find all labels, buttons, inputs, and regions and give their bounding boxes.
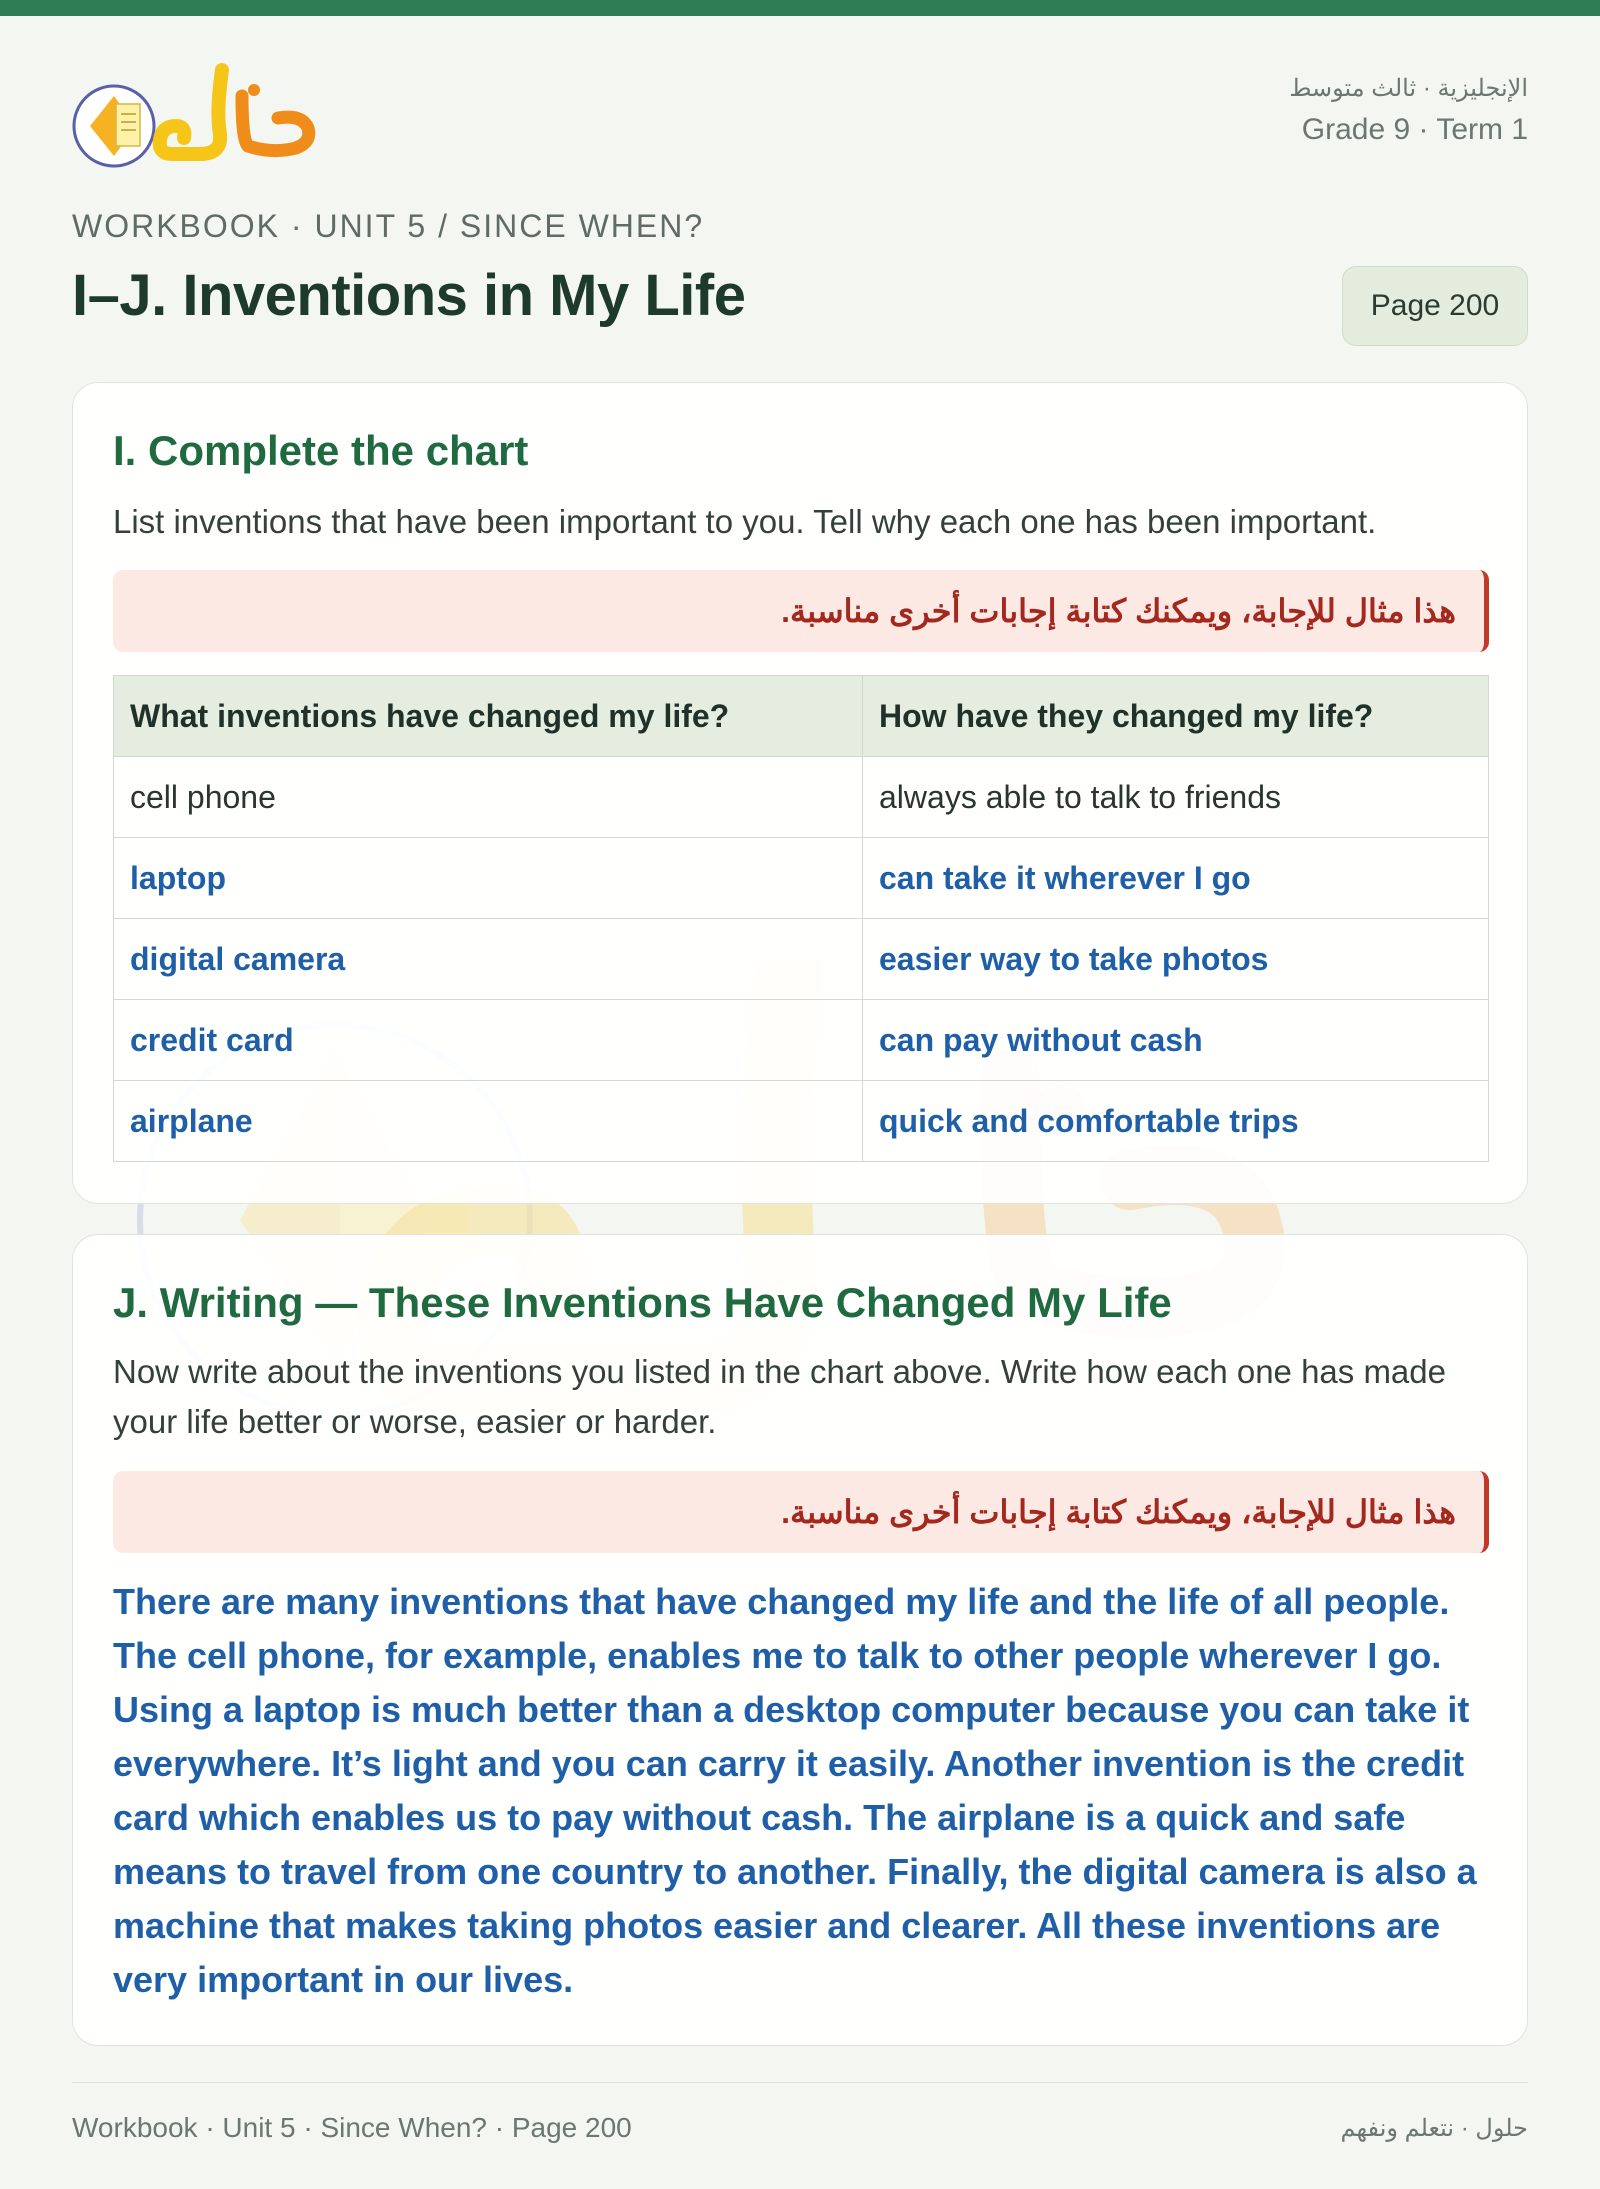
invention-cell: cell phone [114, 757, 863, 838]
table-row [114, 919, 1489, 1000]
grade-arabic: الإنجليزية · ثالث متوسط [1289, 75, 1528, 102]
logo-glyph-b [242, 96, 309, 151]
inventions-chart [113, 675, 1489, 1162]
invention-cell: laptop [114, 838, 863, 919]
footer-right-text: حلول · نتعلم ونفهم [1340, 2115, 1528, 2142]
change-cell: can pay without cash [863, 1000, 1489, 1081]
grade-english: Grade 9 · Term 1 [1301, 113, 1528, 146]
section-j-card [72, 1234, 1528, 2046]
footer-divider [72, 2082, 1528, 2083]
section-i-instruction: List inventions that have been important to you. Tell why each one has been important. [113, 503, 1377, 540]
logo-glyph-a [160, 70, 222, 154]
change-cell: quick and comfortable trips [863, 1081, 1489, 1162]
section-j-heading: J. Writing — These Inventions Have Changed My Life [113, 1279, 1172, 1326]
table-row [114, 1081, 1489, 1162]
page-header [72, 62, 1528, 172]
logo-page-icon [116, 104, 140, 146]
grade-info [1289, 74, 1528, 152]
change-cell: can take it wherever I go [863, 838, 1489, 919]
change-cell: always able to talk to friends [863, 757, 1489, 838]
invention-cell: credit card [114, 1000, 863, 1081]
model-answer-paragraph: There are many inventions that have changed my life and the life of all people. The cell phone, for example, enables me to talk to other people wherever I go. Using a laptop is much better than a desktop computer because you can take it everywhere. It’s light and you can carry it easily. Another invention is the credit card which enables us to pay without cash. The airplane is a quick and safe means to travel from one country to another. Finally, the digital camera is also a machine that makes taking photos easier and clearer. All these inventions are very important in our lives. [113, 1581, 1477, 2000]
invention-cell: digital camera [114, 919, 863, 1000]
change-cell: easier way to take photos [863, 919, 1489, 1000]
page-title: I–J. Inventions in My Life [72, 263, 746, 328]
chart-header-inventions: What inventions have changed my life? [114, 676, 863, 757]
section-i-answer-note: هذا مثال للإجابة، ويمكنك كتابة إجابات أخرى مناسبة. [113, 570, 1489, 652]
table-row [114, 757, 1489, 838]
table-row [114, 838, 1489, 919]
section-i-card [72, 382, 1528, 1204]
chart-header-row [114, 676, 1489, 757]
chart-header-changes: How have they changed my life? [863, 676, 1489, 757]
unit-kicker: WORKBOOK · UNIT 5 / SINCE WHEN? [72, 208, 705, 244]
section-i-heading: I. Complete the chart [113, 427, 529, 474]
hulul-logo[interactable] [72, 62, 342, 172]
page-badge: Page 200 [1342, 266, 1528, 346]
top-accent-bar [0, 0, 1600, 16]
table-row [114, 1000, 1489, 1081]
section-j-answer-note: هذا مثال للإجابة، ويمكنك كتابة إجابات أخرى مناسبة. [113, 1471, 1489, 1553]
invention-cell: airplane [114, 1081, 863, 1162]
footer-left-text: Workbook · Unit 5 · Since When? · Page 200 [72, 2112, 632, 2143]
section-j-instruction: Now write about the inventions you listed in the chart above. Write how each one has made your life better or worse, easier or harder. [113, 1353, 1446, 1440]
